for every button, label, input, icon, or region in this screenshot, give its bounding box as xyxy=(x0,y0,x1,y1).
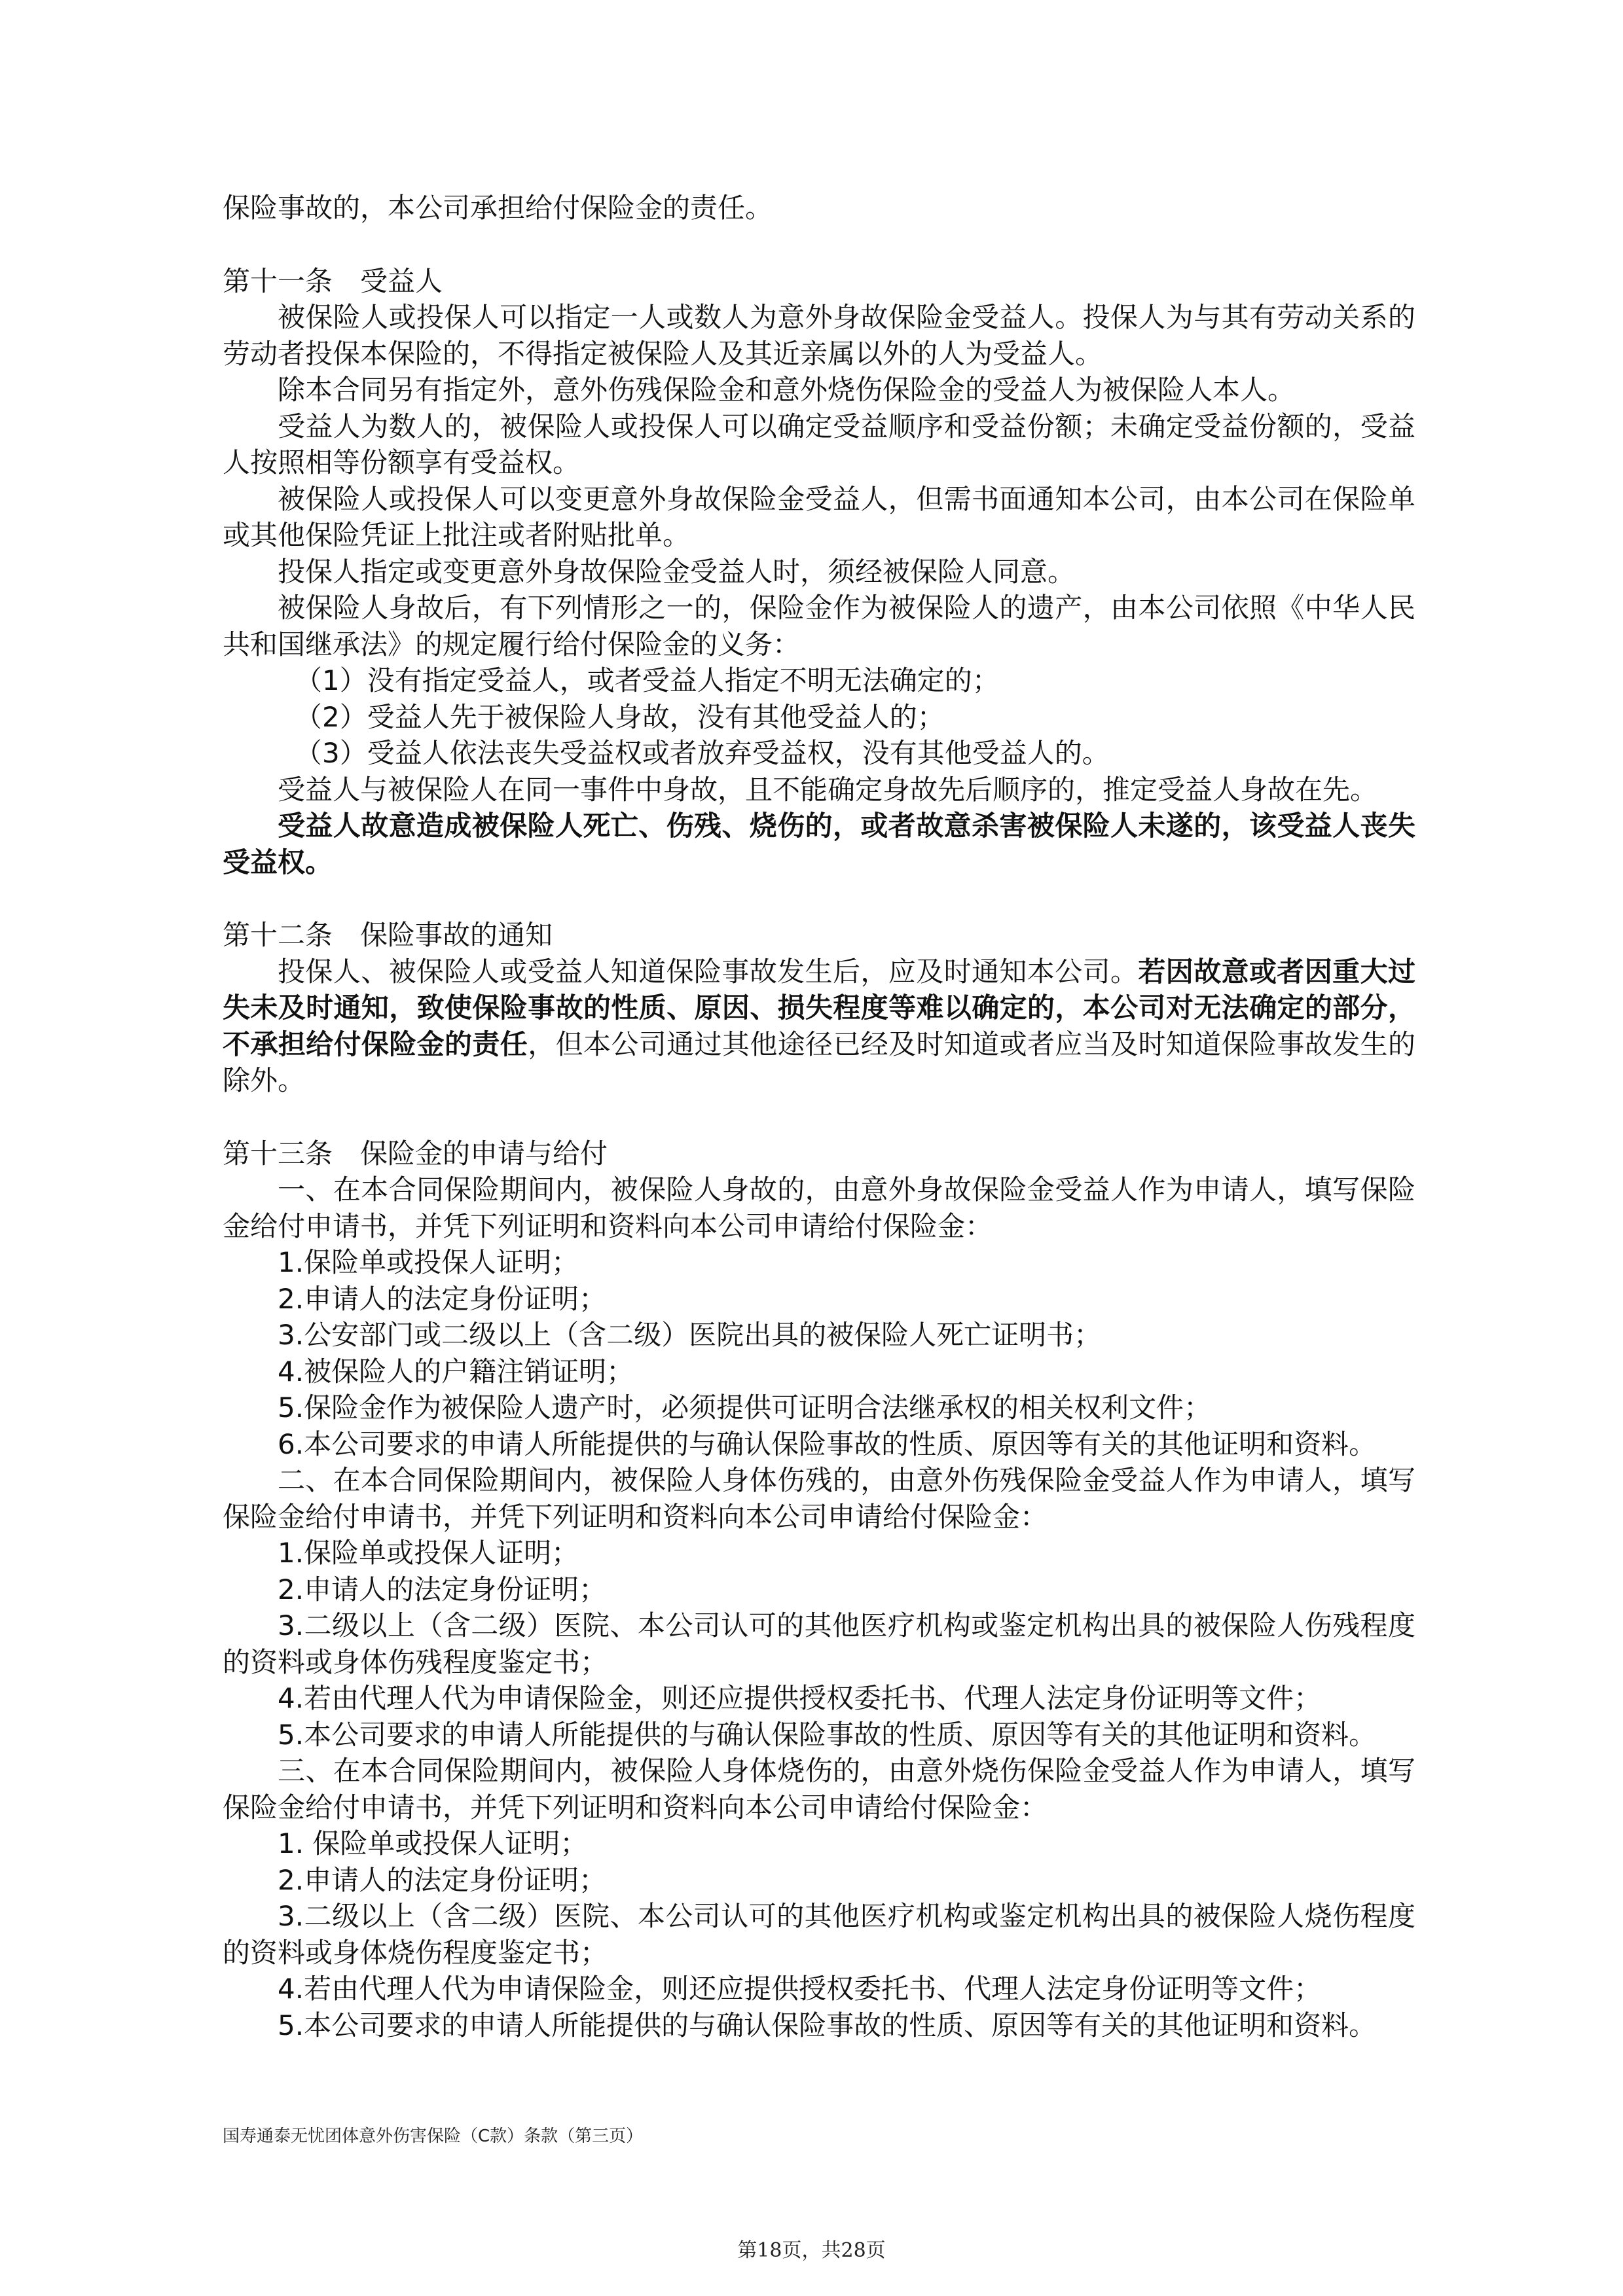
page-number: 第18页，共28页 xyxy=(737,2239,886,2262)
article-13-a-item-3: 3.公安部门或二级以上（含二级）医院出具的被保险人死亡证明书； xyxy=(278,1319,1102,1351)
article-13-c-item-3: 3.二级以上（含二级）医院、本公司认可的其他医疗机构或鉴定机构出具的被保险人烧伤程度的资料或身体烧伤程度鉴定书； xyxy=(223,1900,1415,1969)
article-12-para-1 xyxy=(223,954,1415,1099)
article-12-title: 第十二条 保险事故的通知 xyxy=(223,919,553,951)
article-13-section-a: 一、在本合同保险期间内，被保险人身故的，由意外身故保险金受益人作为申请人，填写保险金给付申请书，并凭下列证明和资料向本公司申请给付保险金： xyxy=(223,1174,1415,1242)
article-11-item-1: （1）没有指定受益人，或者受益人指定不明无法确定的； xyxy=(295,664,1000,696)
article-11-para-6: 被保险人身故后，有下列情形之一的，保险金作为被保险人的遗产，由本公司依照《中华人民共和国继承法》的规定履行给付保险金的义务： xyxy=(223,592,1415,660)
article-11-para-7: 受益人与被保险人在同一事件中身故，且不能确定身故先后顺序的，推定受益人身故在先。 xyxy=(278,773,1378,806)
article-13-title: 第十三条 保险金的申请与给付 xyxy=(223,1137,608,1170)
article-11-para-4: 被保险人或投保人可以变更意外身故保险金受益人，但需书面通知本公司，由本公司在保险单或其他保险凭证上批注或者附贴批单。 xyxy=(223,482,1415,551)
document-body xyxy=(223,190,1415,2043)
page-footer-title: 国寿通泰无忧团体意外伤害保险（C款）条款（第三页） xyxy=(223,2126,644,2146)
article-11-para-1: 被保险人或投保人可以指定一人或数人为意外身故保险金受益人。投保人为与其有劳动关系的劳动者投保本保险的，不得指定被保险人及其近亲属以外的人为受益人。 xyxy=(223,301,1415,370)
article-13-b-item-2: 2.申请人的法定身份证明； xyxy=(278,1573,607,1605)
article-11-item-2: （2）受益人先于被保险人身故，没有其他受益人的； xyxy=(295,700,945,733)
article-13-b-item-3: 3.二级以上（含二级）医院、本公司认可的其他医疗机构或鉴定机构出具的被保险人伤残程度的资料或身体伤残程度鉴定书； xyxy=(223,1609,1415,1678)
article-13-a-item-4: 4.被保险人的户籍注销证明； xyxy=(278,1355,634,1388)
article-11-para-8: 受益人故意造成被保险人死亡、伤残、烧伤的，或者故意杀害被保险人未遂的，该受益人丧失受益权。 xyxy=(223,810,1415,878)
article-13-c-item-2: 2.申请人的法定身份证明； xyxy=(278,1863,607,1896)
article-12-text-c: ，但本公司通过其他途径已经及时知道或者应当及时知道保险事故发生的除外。 xyxy=(223,1028,1415,1096)
article-12-text-a: 投保人、被保险人或受益人知道保险事故发生后，应及时通知本公司。 xyxy=(278,955,1139,988)
article-13-c-item-1: 1. 保险单或投保人证明； xyxy=(278,1827,588,1859)
article-13-c-item-4: 4.若由代理人代为申请保险金，则还应提供授权委托书、代理人法定身份证明等文件； xyxy=(278,1973,1322,2005)
article-13-a-item-5: 5.保险金作为被保险人遗产时，必须提供可证明合法继承权的相关权利文件； xyxy=(278,1391,1212,1424)
article-11-para-2: 除本合同另有指定外，意外伤残保险金和意外烧伤保险金的受益人为被保险人本人。 xyxy=(278,374,1296,406)
article-13-a-item-2: 2.申请人的法定身份证明； xyxy=(278,1282,607,1315)
article-11-para-3: 受益人为数人的，被保险人或投保人可以确定受益顺序和受益份额；未确定受益份额的，受益人按照相等份额享有受益权。 xyxy=(223,410,1415,478)
article-11-title: 第十一条 受益人 xyxy=(223,264,443,297)
article-13-b-item-5: 5.本公司要求的申请人所能提供的与确认保险事故的性质、原因等有关的其他证明和资料。 xyxy=(278,1718,1377,1751)
article-12-text-b: 若因故意或者因重大过失未及时通知，致使保险事故的性质、原因、损失程度等难以确定的，本公司对无法确定的部分，不承担给付保险金的责任 xyxy=(223,955,1415,1060)
lead-paragraph: 保险事故的，本公司承担给付保险金的责任。 xyxy=(223,192,773,224)
article-13-b-item-1: 1.保险单或投保人证明； xyxy=(278,1537,579,1569)
article-13-a-item-1: 1.保险单或投保人证明； xyxy=(278,1246,579,1278)
article-13-b-item-4: 4.若由代理人代为申请保险金，则还应提供授权委托书、代理人法定身份证明等文件； xyxy=(278,1682,1322,1714)
article-13-c-item-5: 5.本公司要求的申请人所能提供的与确认保险事故的性质、原因等有关的其他证明和资料。 xyxy=(278,2009,1377,2041)
article-13-a-item-6: 6.本公司要求的申请人所能提供的与确认保险事故的性质、原因等有关的其他证明和资料。 xyxy=(278,1427,1377,1460)
article-11-item-3: （3）受益人依法丧失受益权或者放弃受益权，没有其他受益人的。 xyxy=(295,737,1110,769)
article-13-section-c: 三、在本合同保险期间内，被保险人身体烧伤的，由意外烧伤保险金受益人作为申请人，填写保险金给付申请书，并凭下列证明和资料向本公司申请给付保险金： xyxy=(223,1755,1415,1823)
article-13-section-b: 二、在本合同保险期间内，被保险人身体伤残的，由意外伤残保险金受益人作为申请人，填写保险金给付申请书，并凭下列证明和资料向本公司申请给付保险金： xyxy=(223,1464,1415,1533)
article-11-para-5: 投保人指定或变更意外身故保险金受益人时，须经被保险人同意。 xyxy=(278,555,1076,588)
